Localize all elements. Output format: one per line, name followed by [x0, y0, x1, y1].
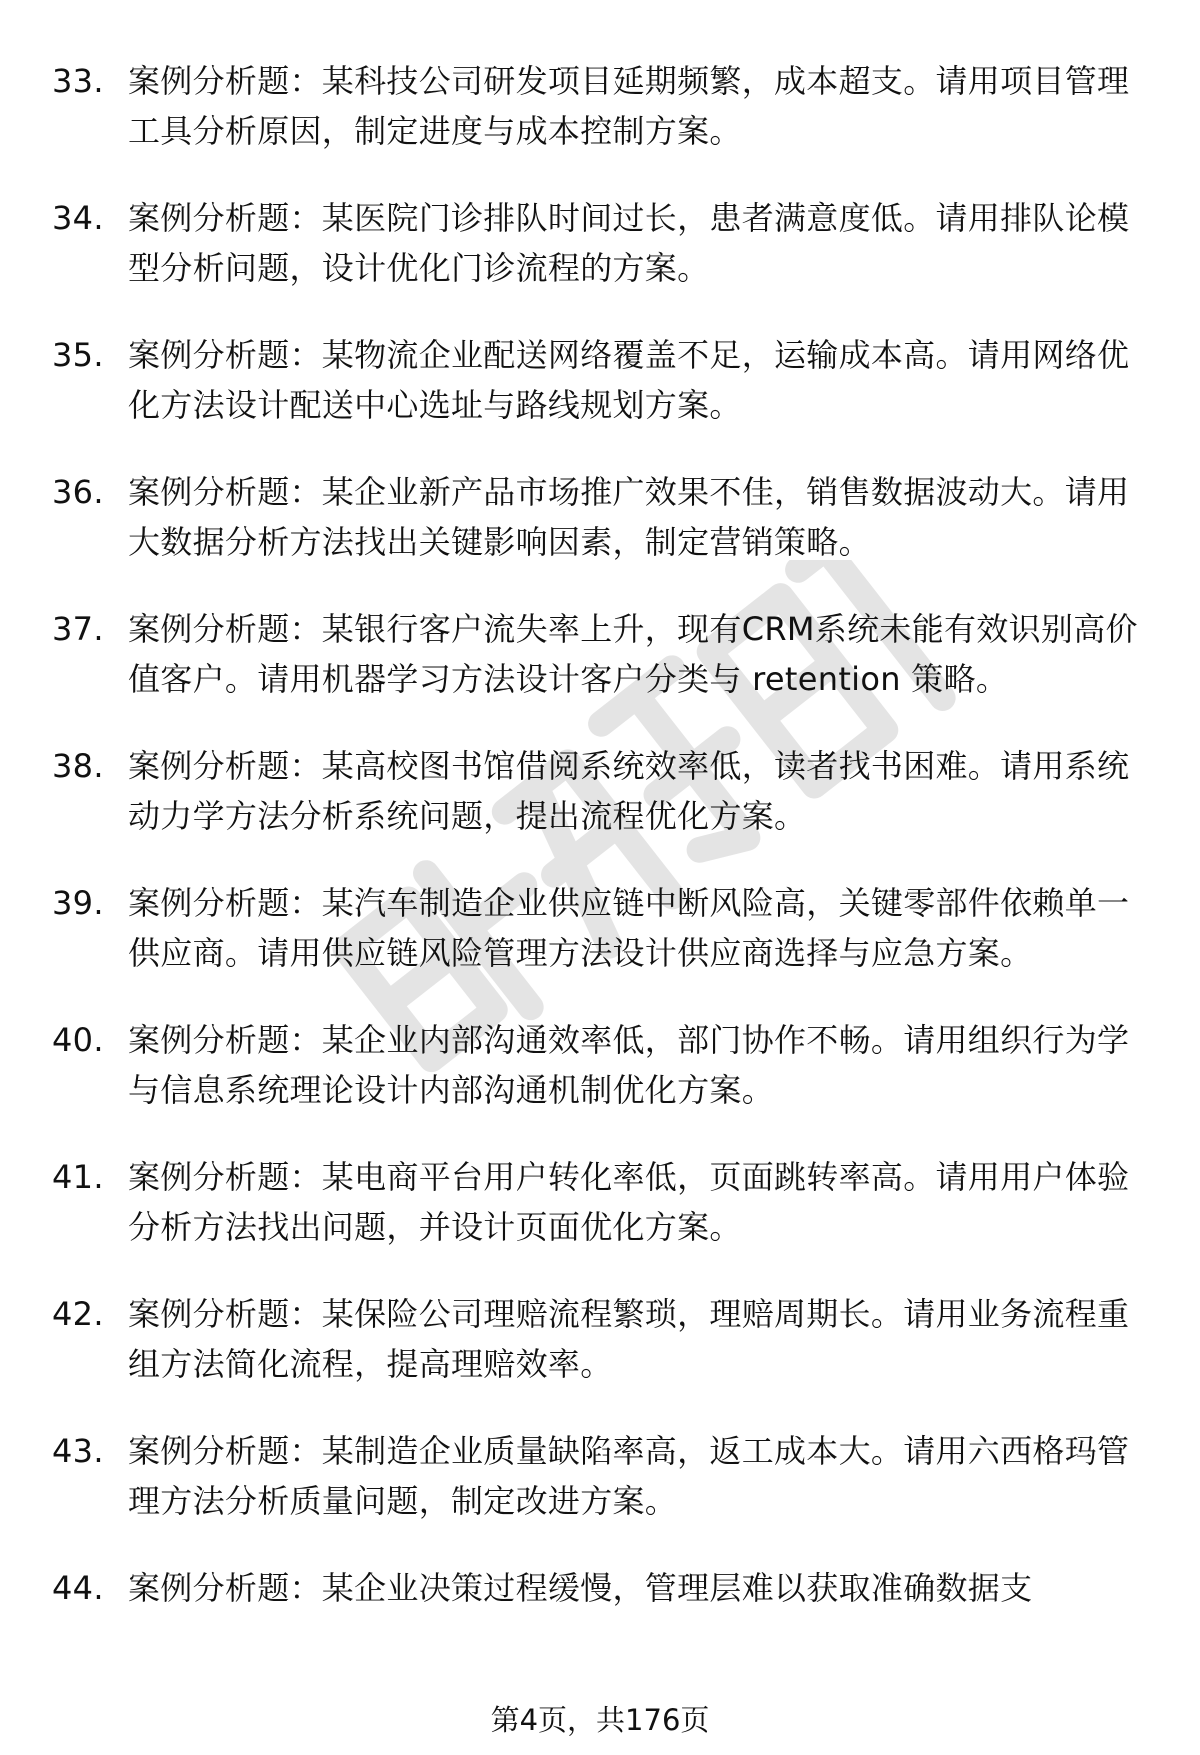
- question-text: 案例分析题：某科技公司研发项目延期频繁，成本超支。请用项目管理工具分析原因，制定进度与成本控制方案。: [128, 62, 1130, 150]
- question-item-40: [52, 1015, 1152, 1115]
- question-item-39: [52, 878, 1152, 978]
- question-number: 42.: [52, 1295, 104, 1333]
- question-text: 案例分析题：某银行客户流失率上升，现有CRM系统未能有效识别高价值客户。请用机器学习方法设计客户分类与 retention 策略。: [128, 610, 1138, 698]
- question-text: 案例分析题：某企业内部沟通效率低，部门协作不畅。请用组织行为学与信息系统理论设计内部沟通机制优化方案。: [128, 1021, 1130, 1109]
- question-item-41: [52, 1152, 1152, 1252]
- question-number: 34.: [52, 199, 104, 237]
- question-item-38: [52, 741, 1152, 841]
- question-text: 案例分析题：某制造企业质量缺陷率高，返工成本大。请用六西格玛管理方法分析质量问题，制定改进方案。: [128, 1432, 1130, 1520]
- question-text: 案例分析题：某电商平台用户转化率低，页面跳转率高。请用用户体验分析方法找出问题，并设计页面优化方案。: [128, 1158, 1130, 1246]
- question-text: 案例分析题：某物流企业配送网络覆盖不足，运输成本高。请用网络优化方法设计配送中心选址与路线规划方案。: [128, 336, 1130, 424]
- question-number: 43.: [52, 1432, 104, 1470]
- question-item-43: [52, 1426, 1152, 1526]
- question-text: 案例分析题：某高校图书馆借阅系统效率低，读者找书困难。请用系统动力学方法分析系统问题，提出流程优化方案。: [128, 747, 1130, 835]
- question-item-33: [52, 56, 1152, 156]
- question-text: 案例分析题：某汽车制造企业供应链中断风险高，关键零部件依赖单一供应商。请用供应链风险管理方法设计供应商选择与应急方案。: [128, 884, 1130, 972]
- question-number: 36.: [52, 473, 104, 511]
- question-number: 39.: [52, 884, 104, 922]
- question-text: 案例分析题：某医院门诊排队时间过长，患者满意度低。请用排队论模型分析问题，设计优化门诊流程的方案。: [128, 199, 1130, 287]
- question-item-44: [52, 1563, 1152, 1613]
- page-number-footer: 第4页，共176页: [490, 1703, 710, 1737]
- question-number: 33.: [52, 62, 104, 100]
- question-number: 41.: [52, 1158, 104, 1196]
- question-number: 35.: [52, 336, 104, 374]
- question-number: 44.: [52, 1569, 104, 1607]
- question-item-36: [52, 467, 1152, 567]
- question-number: 40.: [52, 1021, 104, 1059]
- question-item-34: [52, 193, 1152, 293]
- question-text: 案例分析题：某企业新产品市场推广效果不佳，销售数据波动大。请用大数据分析方法找出关键影响因素，制定营销策略。: [128, 473, 1130, 561]
- question-item-37: [52, 604, 1152, 704]
- question-text: 案例分析题：某保险公司理赔流程繁琐，理赔周期长。请用业务流程重组方法简化流程，提高理赔效率。: [128, 1295, 1130, 1383]
- question-item-35: [52, 330, 1152, 430]
- question-number: 38.: [52, 747, 104, 785]
- question-item-42: [52, 1289, 1152, 1389]
- question-text: 案例分析题：某企业决策过程缓慢，管理层难以获取准确数据支: [128, 1569, 1033, 1607]
- question-number: 37.: [52, 610, 104, 648]
- question-list: [52, 56, 1152, 1650]
